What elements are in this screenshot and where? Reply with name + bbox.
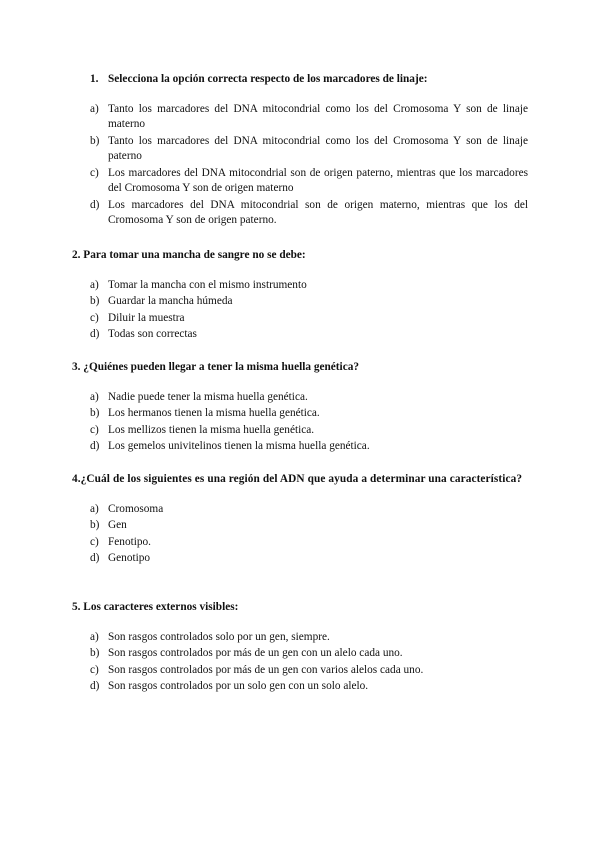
option-letter: b) bbox=[90, 407, 100, 419]
option-letter: c) bbox=[90, 423, 99, 436]
question-title bbox=[72, 72, 528, 88]
question-title: 2. Para tomar una mancha de sangre no se debe: bbox=[72, 249, 306, 261]
option-letter: a) bbox=[90, 278, 99, 291]
question-3 bbox=[72, 360, 528, 456]
option-item bbox=[72, 502, 528, 518]
option-letter: a) bbox=[90, 630, 99, 643]
option-item bbox=[72, 439, 528, 455]
option-text: Los marcadores del DNA mitocondrial son de origen paterno, mientras que los marcadores del Cromosoma Y son de origen materno bbox=[108, 166, 528, 194]
option-text: Son rasgos controlados por un solo gen con un solo alelo. bbox=[108, 680, 369, 692]
option-text: Los marcadores del DNA mitocondrial son de origen materno, mientras que los del Cromosoma Y son de origen paterno. bbox=[108, 198, 528, 226]
option-item bbox=[72, 630, 528, 646]
option-text: Los hermanos tienen la misma huella genética. bbox=[108, 407, 320, 419]
option-text: Son rasgos controlados por más de un gen con un alelo cada uno. bbox=[108, 647, 403, 659]
option-text: Gen bbox=[108, 519, 127, 531]
option-item bbox=[72, 646, 528, 662]
option-text: Guardar la mancha húmeda bbox=[108, 295, 233, 307]
option-item bbox=[72, 551, 528, 567]
option-letter: b) bbox=[90, 134, 100, 147]
question-5 bbox=[72, 600, 528, 696]
option-item bbox=[72, 198, 528, 229]
option-text: Diluir la muestra bbox=[108, 311, 185, 324]
option-list bbox=[72, 630, 528, 695]
question-text: Selecciona la opción correcta respecto de los marcadores de linaje: bbox=[108, 73, 428, 85]
option-letter: d) bbox=[90, 198, 100, 211]
option-letter: a) bbox=[90, 102, 99, 115]
question-title: 5. Los caracteres externos visibles: bbox=[72, 601, 239, 613]
option-item bbox=[72, 535, 528, 551]
option-list bbox=[72, 102, 528, 229]
option-letter: d) bbox=[90, 680, 100, 692]
option-item bbox=[72, 390, 528, 406]
option-item bbox=[72, 663, 528, 679]
option-text: Son rasgos controlados por más de un gen con varios alelos cada uno. bbox=[108, 663, 424, 676]
option-text: Los gemelos univitelinos tienen la misma huella genética. bbox=[108, 440, 370, 452]
option-letter: c) bbox=[90, 166, 99, 179]
option-text: Tanto los marcadores del DNA mitocondrial como los del Cromosoma Y son de linaje paterno bbox=[108, 134, 528, 162]
option-list bbox=[72, 278, 528, 343]
question-1 bbox=[72, 72, 528, 230]
option-item bbox=[72, 134, 528, 165]
option-letter: a) bbox=[90, 390, 99, 403]
option-text: Tomar la mancha con el mismo instrumento bbox=[108, 278, 307, 291]
option-item bbox=[72, 294, 528, 310]
question-2 bbox=[72, 248, 528, 344]
question-title: 4.¿Cuál de los siguientes es una región del ADN que ayuda a determinar una característica? bbox=[72, 473, 523, 485]
option-list bbox=[72, 502, 528, 567]
option-text: Tanto los marcadores del DNA mitocondrial como los del Cromosoma Y son de linaje materno bbox=[108, 102, 528, 130]
option-item bbox=[72, 311, 528, 327]
option-letter: b) bbox=[90, 519, 100, 531]
option-item bbox=[72, 278, 528, 294]
option-text: Todas son correctas bbox=[108, 328, 197, 340]
option-letter: d) bbox=[90, 328, 100, 340]
option-letter: b) bbox=[90, 295, 100, 307]
option-item bbox=[72, 102, 528, 133]
option-letter: d) bbox=[90, 552, 100, 564]
option-text: Fenotipo. bbox=[108, 535, 151, 548]
option-letter: c) bbox=[90, 663, 99, 676]
option-item bbox=[72, 406, 528, 422]
question-title: 3. ¿Quiénes pueden llegar a tener la misma huella genética? bbox=[72, 361, 360, 373]
option-item bbox=[72, 327, 528, 343]
question-number: 1. bbox=[90, 73, 99, 85]
option-letter: b) bbox=[90, 647, 100, 659]
option-item bbox=[72, 518, 528, 534]
option-text: Genotipo bbox=[108, 552, 151, 564]
option-text: Son rasgos controlados solo por un gen, siempre. bbox=[108, 630, 330, 643]
option-text: Los mellizos tienen la misma huella genética. bbox=[108, 423, 315, 436]
option-letter: a) bbox=[90, 502, 99, 515]
option-list bbox=[72, 390, 528, 455]
option-text: Nadie puede tener la misma huella genética. bbox=[108, 390, 308, 403]
question-4 bbox=[72, 472, 528, 568]
option-item bbox=[72, 679, 528, 695]
option-text: Cromosoma bbox=[108, 502, 164, 515]
option-item bbox=[72, 423, 528, 439]
option-letter: c) bbox=[90, 535, 99, 548]
option-item bbox=[72, 166, 528, 197]
option-letter: c) bbox=[90, 311, 99, 324]
option-letter: d) bbox=[90, 440, 100, 452]
